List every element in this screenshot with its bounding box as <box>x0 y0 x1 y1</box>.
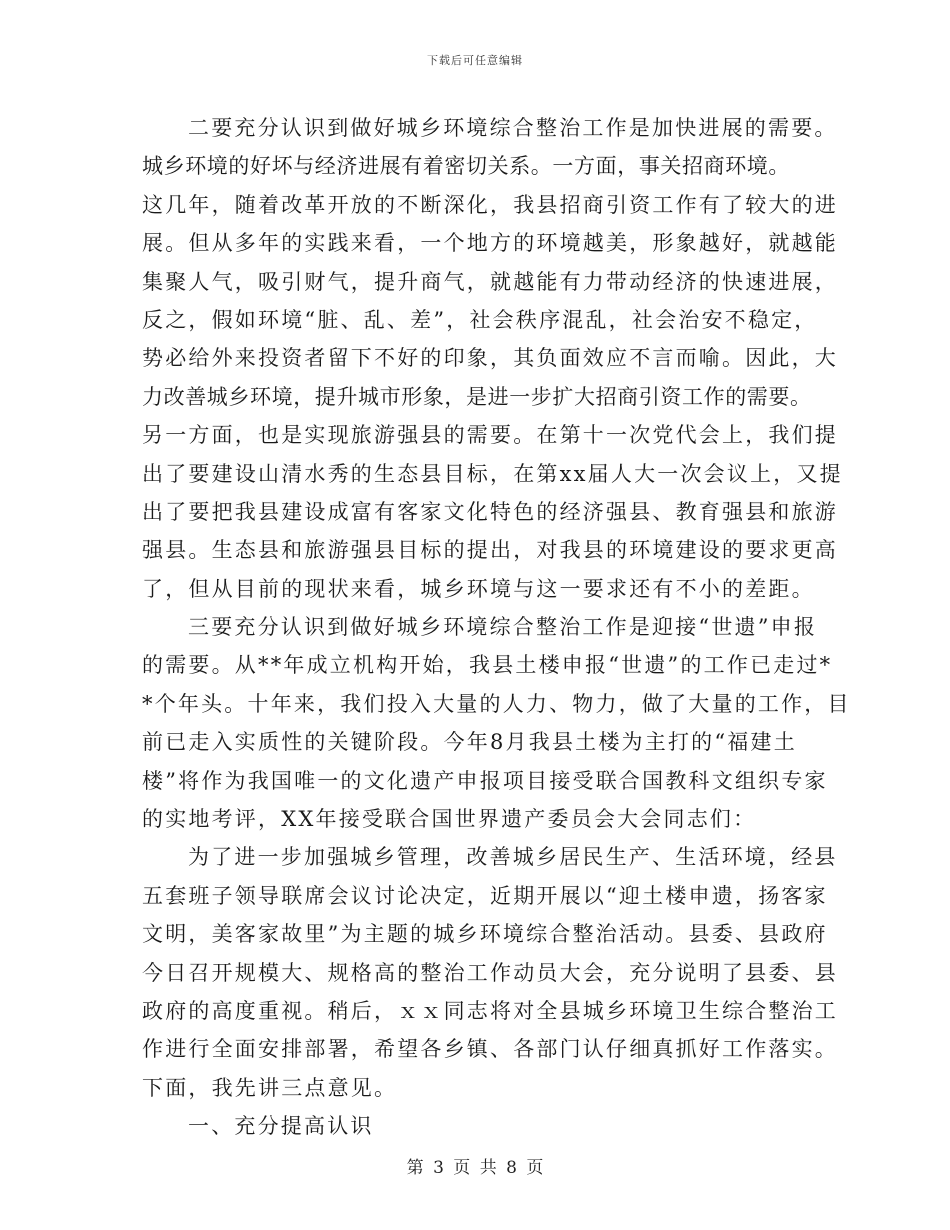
document-body <box>142 109 851 1146</box>
paragraph-line: 出了要把我县建设成富有客家文化特色的经济强县、教育强县和旅游 <box>142 499 838 524</box>
paragraph-line: 反之，假如环境“脏、乱、差”，社会秩序混乱，社会治安不稳定， <box>142 307 818 332</box>
paragraph-line: 了，但从目前的现状来看，城乡环境与这一要求还有不小的差距。 <box>142 576 815 601</box>
paragraph-line: 二要充分认识到做好城乡环境综合整治工作是加快进展的需要。 <box>188 116 838 140</box>
paragraph-line: *个年头。十年来，我们投入大量的人力、物力，做了大量的工作，目 <box>142 691 851 716</box>
paragraph-line: 力改善城乡环境，提升城市形象，是进一步扩大招商引资工作的需要。 <box>142 384 812 409</box>
paragraph-line: 这几年，随着改革开放的不断深化，我县招商引资工作有了较大的进 <box>142 192 838 217</box>
paragraph-line: 文明，美客家故里”为主题的城乡环境综合整治活动。县委、县政府 <box>142 922 828 947</box>
paragraph-line: 出了要建设山清水秀的生态县目标，在第xx届人大一次会议上，又提 <box>142 461 843 486</box>
paragraph-line: 今日召开规模大、规格高的整治工作动员大会，充分说明了县委、县 <box>142 960 838 985</box>
paragraph-line: 城乡环境的好坏与经济进展有着密切关系。一方面，事关招商环境。 <box>142 154 790 179</box>
paragraph-line: 政府的高度重视。稍后，ｘｘ同志将对全县城乡环境卫生综合整治工 <box>142 998 838 1023</box>
paragraph-line: 集聚人气，吸引财气，提升商气，就越能有力带动经济的快速进展， <box>142 269 838 294</box>
paragraph-line: 下面，我先讲三点意见。 <box>142 1075 398 1100</box>
paragraph-line: 楼”将作为我国唯一的文化遗产申报项目接受联合国教科文组织专家 <box>142 768 828 793</box>
paragraph-line: 为了进一步加强城乡管理，改善城乡居民生产、生活环境，经县 <box>188 845 838 870</box>
paragraph-line: 三要充分认识到做好城乡环境综合整治工作是迎接“世遗”申报 <box>188 615 818 640</box>
page-number: 第 3 页 共 8 页 <box>406 1158 544 1178</box>
paragraph-line: 的实地考评，XX年接受联合国世界遗产委员会大会同志们： <box>142 807 757 832</box>
paragraph-line: 五套班子领导联席会议讨论决定，近期开展以“迎土楼申遗，扬客家 <box>142 883 828 908</box>
paragraph-line: 的需要。从**年成立机构开始，我县土楼申报“世遗”的工作已走过* <box>142 653 833 678</box>
paragraph-line: 前已走入实质性的关键阶段。今年8月我县土楼为主打的“福建土 <box>142 730 797 755</box>
section-heading: 一、充分提高认识 <box>188 1114 374 1139</box>
paragraph-line: 作进行全面安排部署，希望各乡镇、各部门认仔细真抓好工作落实。 <box>142 1037 838 1062</box>
paragraph-line: 势必给外来投资者留下不好的印象，其负面效应不言而喻。因此，大 <box>142 346 838 371</box>
paragraph-line: 展。但从多年的实践来看，一个地方的环境越美，形象越好，就越能 <box>142 231 838 256</box>
paragraph-line: 强县。生态县和旅游强县目标的提出，对我县的环境建设的要求更高 <box>142 538 838 563</box>
page-header: 下载后可任意编辑 <box>427 54 523 67</box>
paragraph-line: 另一方面，也是实现旅游强县的需要。在第十一次党代会上，我们提 <box>142 423 838 448</box>
